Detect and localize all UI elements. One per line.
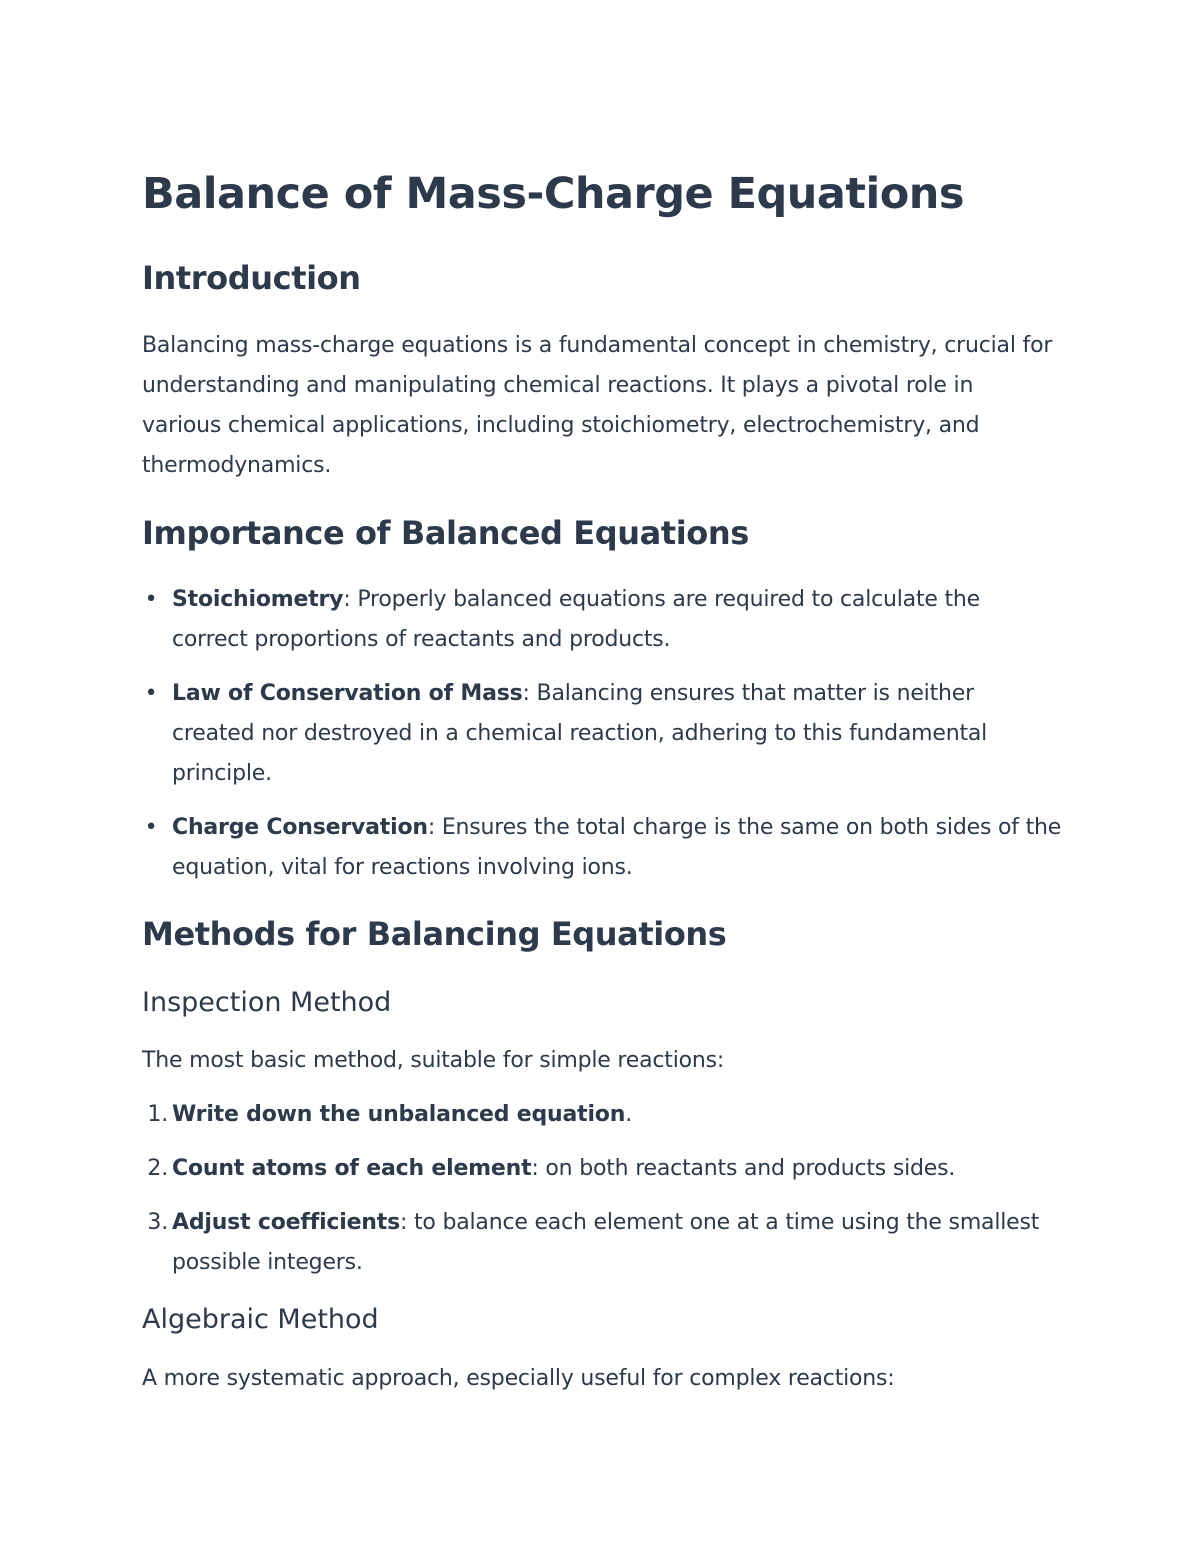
step-number: 3. (147, 1210, 168, 1235)
list-item-term: Law of Conservation of Mass (172, 681, 523, 706)
list-item (142, 808, 1062, 888)
list-item-text: : to balance each element one at a time using the smallest possible integers. (172, 1210, 1040, 1275)
list-item-term: Adjust coefficients (172, 1210, 400, 1235)
heading-importance: Importance of Balanced Equations (142, 514, 749, 552)
list-item-term: Count atoms of each element (172, 1156, 532, 1181)
document-title: Balance of Mass-Charge Equations (142, 169, 964, 219)
heading-algebraic-method: Algebraic Method (142, 1304, 379, 1335)
importance-list (142, 580, 1062, 902)
list-item (142, 580, 1062, 660)
introduction-paragraph: Balancing mass-charge equations is a fundamental concept in chemistry, crucial for understanding and manipulating chemical reactions. It plays a pivotal role in various chemical applications, including stoichiometry, electrochemistry, and thermodynamics. (142, 333, 1053, 478)
bullet-icon: • (144, 681, 158, 706)
heading-methods: Methods for Balancing Equations (142, 915, 727, 953)
list-item-term: Charge Conservation (172, 815, 428, 840)
list-item-text: : Ensures the total charge is the same on both sides of the equation, vital for reactions involving ions. (172, 815, 1062, 880)
list-item-text: : Properly balanced equations are required to calculate the correct proportions of reactants and products. (172, 587, 981, 652)
heading-inspection-method: Inspection Method (142, 987, 392, 1018)
list-item-text: . (625, 1102, 632, 1127)
bullet-icon: • (144, 587, 158, 612)
list-item-term: Write down the unbalanced equation (172, 1102, 626, 1127)
list-item-term: Stoichiometry (172, 587, 344, 612)
inspection-steps-list (142, 1095, 1062, 1297)
list-item (142, 1149, 1062, 1189)
list-item (142, 674, 1062, 794)
heading-introduction: Introduction (142, 259, 361, 297)
algebraic-intro: A more systematic approach, especially useful for complex reactions: (142, 1366, 895, 1391)
bullet-icon: • (144, 815, 158, 840)
inspection-intro: The most basic method, suitable for simple reactions: (142, 1048, 725, 1073)
step-number: 1. (147, 1102, 168, 1127)
list-item-text: : on both reactants and products sides. (531, 1156, 956, 1181)
list-item (142, 1203, 1062, 1283)
step-number: 2. (147, 1156, 168, 1181)
list-item-text: : Balancing ensures that matter is neither created nor destroyed in a chemical reaction, adhering to this fundamental principle. (172, 681, 988, 786)
list-item (142, 1095, 1062, 1135)
